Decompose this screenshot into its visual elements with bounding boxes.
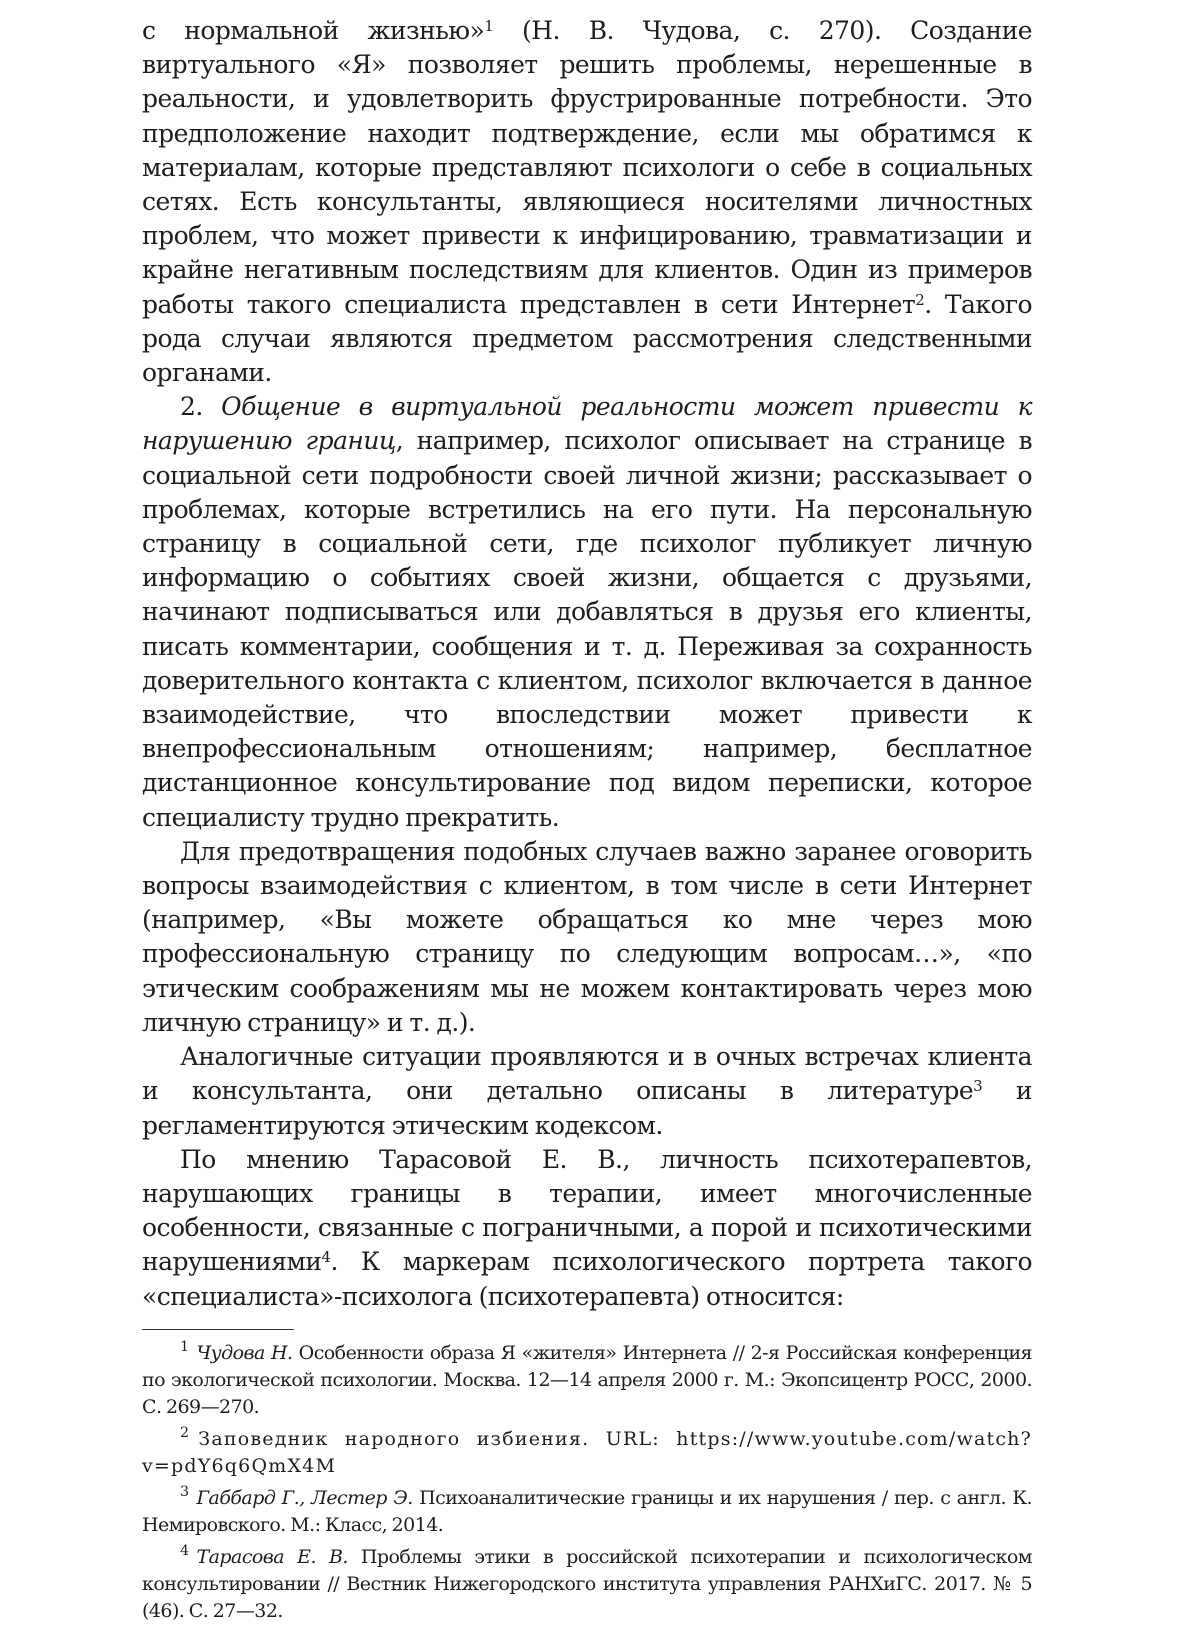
- footnote-author: Габбард Г., Лестер Э.: [196, 1486, 413, 1509]
- paragraph-1-text: с нормальной жизнью»: [142, 16, 485, 45]
- paragraph-1: [142, 14, 1032, 390]
- paragraph-5-text: По мнению Тарасовой Е. В., личность психотерапевтов, нарушающих границы в терапии, имеет многочисленные особенности, связанные с пограничными, а порой и психотическими нарушениями: [142, 1144, 1032, 1277]
- footnote-1: [142, 1340, 1032, 1421]
- footnote-number: 1: [180, 1338, 189, 1355]
- footnote-author: Тарасова Е. В.: [196, 1545, 348, 1568]
- paragraph-2-text: , например, психолог описывает на странице в социальной сети подробности своей личной жизни; рассказывает о проблемах, которые встретились на его пути. На персональную страницу в социальной сети, где психолог публикует личную информацию о событиях своей жизни, общается с друзьями, начинают подписываться или добавляться в друзья его клиенты, писать комментарии, сообщения и т. д. Переживая за сохранность доверительного контакта с клиентом, психолог включается в данное взаимодействие, что впоследствии может привести к внепрофессиональным отношениям; например, бесплатное дистанционное консультирование под видом переписки, которое специалисту трудно прекратить.: [142, 426, 1032, 832]
- footnote-text[interactable]: Заповедник народного избиения. URL: https://www.youtube.com/watch?v=pdY6q6QmX4M: [142, 1427, 1032, 1477]
- footnote-text: Психоаналитические границы и их нарушения / пер. с англ. К. Немировского. М.: Класс, 2014.: [142, 1486, 1032, 1536]
- footnote-4: [142, 1544, 1032, 1625]
- body-text: [142, 14, 1032, 1314]
- paragraph-4: [142, 1040, 1032, 1143]
- footnote-text: Особенности образа Я «жителя» Интернета // 2-я Российская конференция по экологической психологии. Москва. 12—14 апреля 2000 г. М.: Экопсицентр РОСС, 2000. С. 269—270.: [142, 1341, 1032, 1418]
- footnotes: [142, 1340, 1032, 1625]
- footnote-number: 2: [180, 1424, 191, 1441]
- footnote-2: [142, 1426, 1032, 1480]
- paragraph-1-text-after: (Н. В. Чудова, с. 270). Создание виртуального «Я» позволяет решить проблемы, нерешенные в реальности, и удовлетворить фрустрированные потребности. Это предположение находит подтверждение, если мы обратимся к материалам, которые представляют психологи о себе в социальных сетях. Есть консультанты, являющиеся носителями личностных проблем, что может привести к инфицированию, травматизации и крайне негативным последствиям для клиентов. Один из примеров работы такого специалиста представлен в сети Интернет: [142, 16, 1032, 319]
- page: [142, 14, 1032, 1630]
- footnote-number: 4: [180, 1542, 189, 1559]
- paragraph-2-italic: Общение в виртуальной реальности может привести к нарушению границ: [142, 392, 1032, 456]
- footnote-divider: [142, 1329, 294, 1330]
- paragraph-5-text-after: . К маркерам психологического портрета такого «специалиста»-психолога (психотерапевта) относится:: [142, 1247, 1032, 1311]
- paragraph-1-text-end: . Такого рода случаи являются предметом рассмотрения следственными органами.: [142, 289, 1032, 388]
- footnote-text: Проблемы этики в российской психотерапии и психологическом консультировании // Вестник Нижегородского института управления РАНХиГС. 2017. № 5 (46). С. 27—32.: [142, 1545, 1032, 1622]
- paragraph-4-text: Аналогичные ситуации проявляются и в очных встречах клиента и консультанта, они детально описаны в литературе: [142, 1042, 1032, 1106]
- paragraph-4-text-after: и регламентируются этическим кодексом.: [142, 1076, 1032, 1140]
- footnote-number: 3: [180, 1483, 189, 1500]
- paragraph-5: [142, 1143, 1032, 1314]
- footnote-ref-1[interactable]: 1: [484, 16, 494, 35]
- footnote-3: [142, 1485, 1032, 1539]
- paragraph-3: Для предотвращения подобных случаев важно заранее оговорить вопросы взаимодействия с клиентом, в том числе в сети Интернет (например, «Вы можете обращаться ко мне через мою профессиональную страницу по следующим вопросам…», «по этическим соображениям мы не можем контактировать через мою личную страницу» и т. д.).: [142, 836, 1032, 1037]
- footnote-ref-4[interactable]: 4: [321, 1248, 331, 1267]
- footnote-author: Чудова Н.: [196, 1341, 293, 1364]
- footnote-ref-3[interactable]: 3: [973, 1077, 983, 1096]
- footnote-ref-2[interactable]: 2: [915, 290, 925, 309]
- paragraph-2: [142, 390, 1032, 835]
- paragraph-2-number: 2.: [180, 392, 222, 422]
